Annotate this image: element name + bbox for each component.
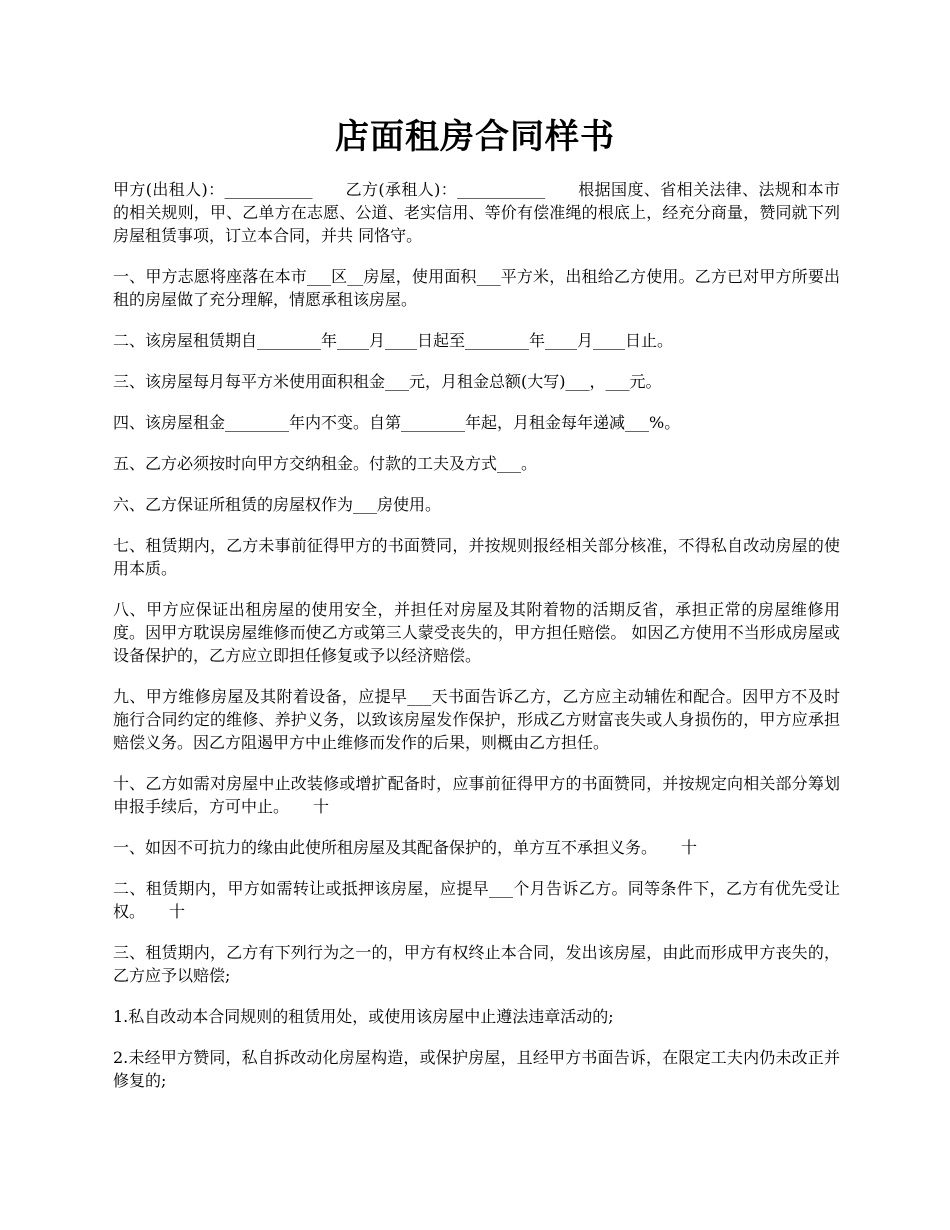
clause-13-item-1: 1.私自改动本合同规则的租赁用处，或使用该房屋中止遵法违章活动的; [113, 1007, 614, 1026]
document-title: 店面租房合同样书 [335, 117, 615, 157]
intro-paragraph: 甲方(出租人)：___________ 乙方(承租人)：___________ 根据国度、省相关法律、法规和本市的相关规则，甲、乙单方在志愿、公道、老实信用、等价有偿准绳的根底上，经充分商量，赞同就下列房屋租赁事项，订立本合同，并共 同恪守。 [113, 180, 840, 245]
clause-7: 七、租赁期内，乙方未事前征得甲方的书面赞同，并按规则报经相关部分核准，不得私自改动房屋的使用本质。 [113, 536, 840, 578]
clause-13: 三、租赁期内，乙方有下列行为之一的，甲方有权终止本合同，发出该房屋，由此而形成甲方丧失的，乙方应予以赔偿; [113, 943, 840, 985]
clause-6: 六、乙方保证所租赁的房屋权作为___房使用。 [113, 495, 442, 514]
clause-2: 二、该房屋租赁期自________年____月____日起至________年____月____日止。 [113, 331, 674, 350]
clause-8: 八、甲方应保证出租房屋的使用安全，并担任对房屋及其附着物的活期反省，承担正常的房屋维修用度。因甲方耽误房屋维修而使乙方或第三人蒙受丧失的，甲方担任赔偿。 如因乙方使用不当形成房屋或设备保护的，乙方应立即担任修复或予以经济赔偿。 [113, 600, 840, 665]
clause-5: 五、乙方必须按时向甲方交纳租金。付款的工夫及方式___。 [113, 454, 538, 473]
clause-10: 十、乙方如需对房屋中止改装修或增扩配备时，应事前征得甲方的书面赞同，并按规定向相关部分筹划申报手续后，方可中止。 十 [113, 774, 840, 816]
clause-13-item-2: 2.未经甲方赞同，私自拆改动化房屋构造，或保护房屋，且经甲方书面告诉，在限定工夫内仍未改正并修复的; [113, 1048, 840, 1090]
clause-12: 二、租赁期内，甲方如需转让或抵押该房屋，应提早___个月告诉乙方。同等条件下，乙方有优先受让权。 十 [113, 879, 840, 921]
clause-9: 九、甲方维修房屋及其附着设备，应提早___天书面告诉乙方，乙方应主动辅佐和配合。因甲方不及时施行合同约定的维修、养护义务，以致该房屋发作保护，形成乙方财富丧失或人身损伤的，甲方应承担赔偿义务。因乙方阻遏甲方中止维修而发作的后果，则概由乙方担任。 [113, 687, 840, 752]
document-body [113, 178, 840, 1110]
clause-1: 一、甲方志愿将座落在本市___区__房屋，使用面积___平方米，出租给乙方使用。乙方已对甲方所要出租的房屋做了充分理解，情愿承租该房屋。 [113, 267, 840, 309]
clause-3: 三、该房屋每月每平方米使用面积租金___元，月租金总额(大写)___，___元。 [113, 372, 662, 391]
clause-4: 四、该房屋租金________年内不变。自第________年起，月租金每年递减___%。 [113, 413, 681, 432]
clause-11: 一、如因不可抗力的缘由此使所租房屋及其配备保护的，单方互不承担义务。 十 [113, 838, 698, 857]
